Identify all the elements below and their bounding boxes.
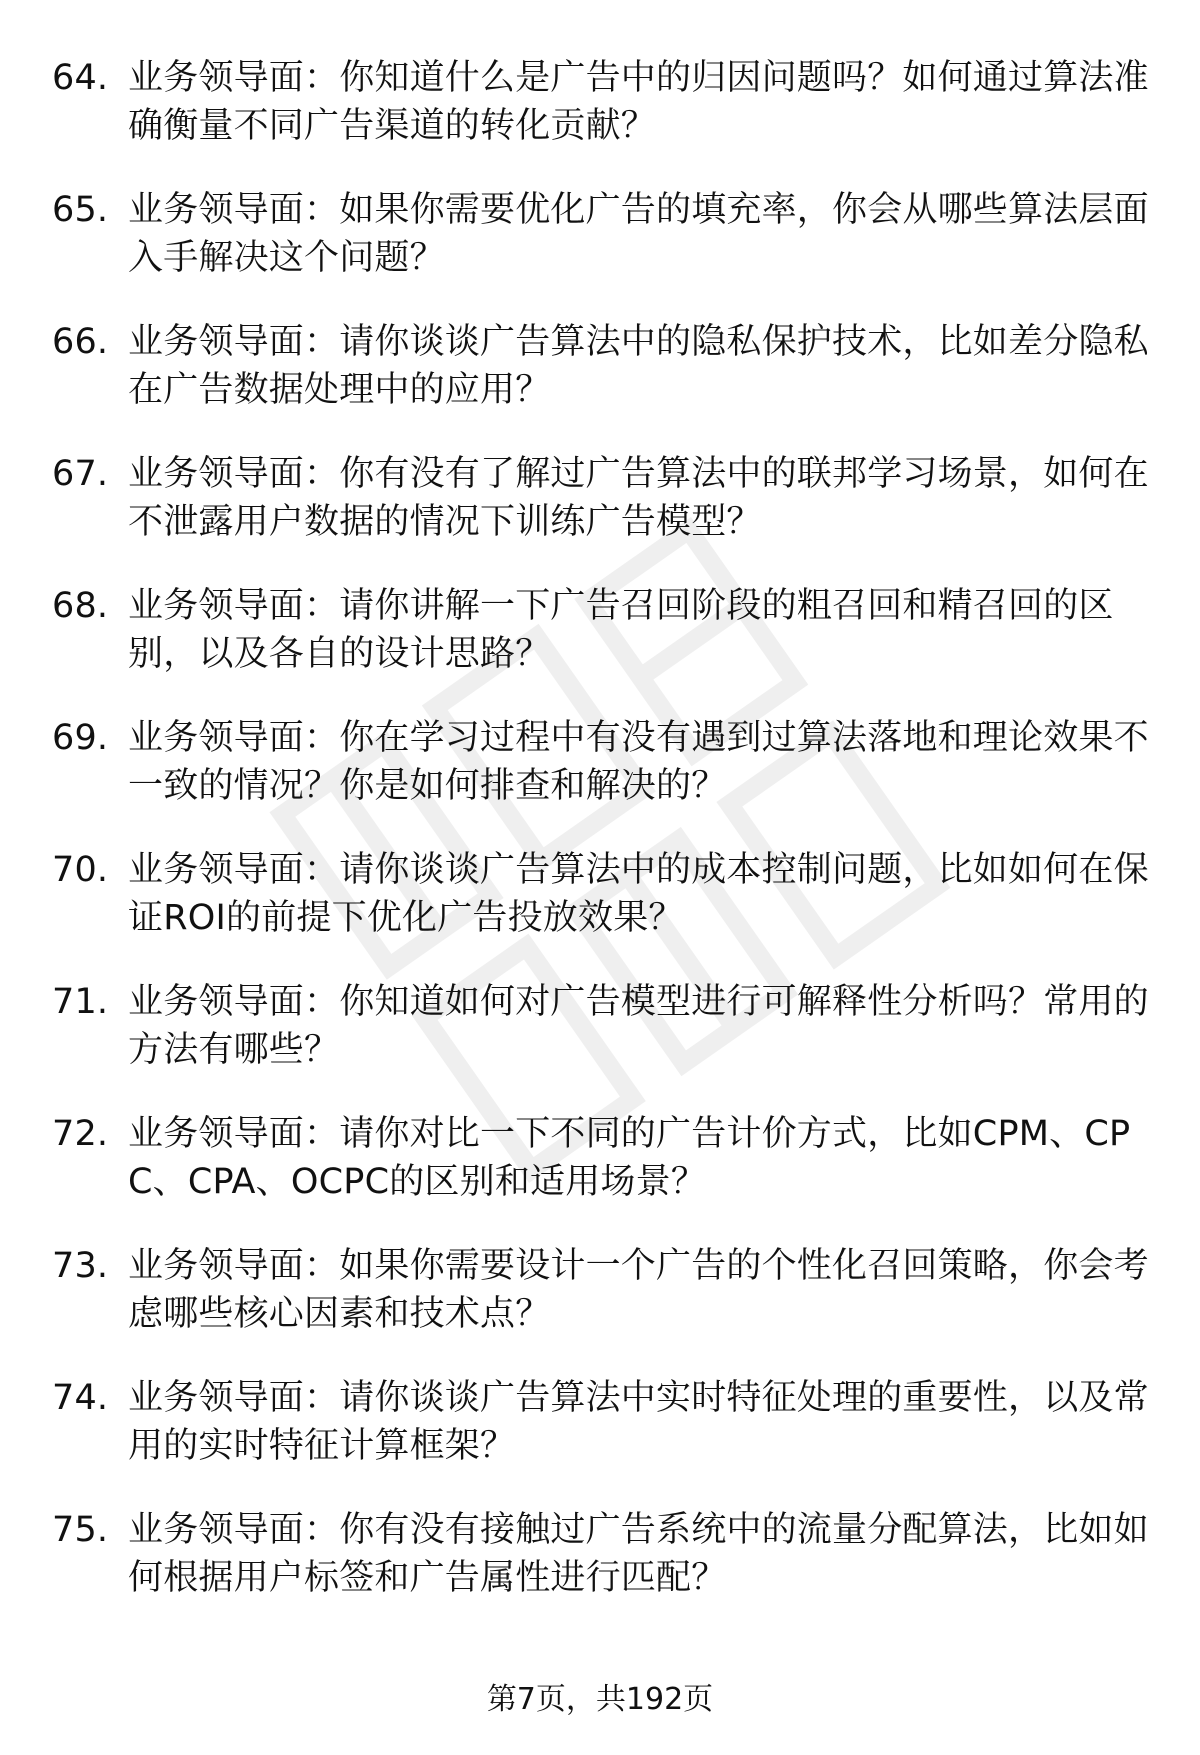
list-item [52,846,1162,978]
question-text: 业务领导面：请你谈谈广告算法中的成本控制问题，比如如何在保证ROI的前提下优化广告投放效果？ [128,850,1149,938]
question-number: 73. [52,1246,109,1286]
question-number: 64. [52,58,109,98]
question-text: 业务领导面：你知道如何对广告模型进行可解释性分析吗？常用的方法有哪些？ [128,982,1149,1070]
question-text: 业务领导面：如果你需要设计一个广告的个性化召回策略，你会考虑哪些核心因素和技术点？ [128,1246,1149,1334]
list-item [52,714,1162,846]
question-text: 业务领导面：请你谈谈广告算法中的隐私保护技术，比如差分隐私在广告数据处理中的应用？ [128,322,1149,410]
list-item [52,1242,1162,1374]
question-text: 业务领导面：你在学习过程中有没有遇到过算法落地和理论效果不一致的情况？你是如何排查和解决的？ [128,718,1149,806]
question-text: 业务领导面：你有没有接触过广告系统中的流量分配算法，比如如何根据用户标签和广告属性进行匹配？ [128,1510,1149,1598]
list-item [52,318,1162,450]
question-number: 69. [52,718,109,758]
list-item [52,54,1162,186]
question-number: 75. [52,1510,109,1550]
question-text: 业务领导面：请你谈谈广告算法中实时特征处理的重要性，以及常用的实时特征计算框架？ [128,1378,1149,1466]
list-item [52,186,1162,318]
question-number: 67. [52,454,109,494]
question-text: 业务领导面：如果你需要优化广告的填充率，你会从哪些算法层面入手解决这个问题？ [128,190,1149,278]
list-item [52,450,1162,582]
question-number: 72. [52,1114,109,1154]
question-number: 74. [52,1378,109,1418]
question-number: 68. [52,586,109,626]
question-list [52,54,1162,1638]
question-text: 业务领导面：你知道什么是广告中的归因问题吗？如何通过算法准确衡量不同广告渠道的转化贡献？ [128,58,1149,146]
page-number-label: 第7页，共192页 [486,1682,714,1717]
list-item [52,582,1162,714]
question-text: 业务领导面：请你讲解一下广告召回阶段的粗召回和精召回的区别，以及各自的设计思路？ [128,586,1114,674]
question-number: 66. [52,322,109,362]
page-footer [0,1680,1200,1720]
question-number: 70. [52,850,109,890]
list-item [52,1110,1162,1242]
question-text: 业务领导面：你有没有了解过广告算法中的联邦学习场景，如何在不泄露用户数据的情况下训练广告模型？ [128,454,1149,542]
list-item [52,1506,1162,1638]
list-item [52,1374,1162,1506]
question-number: 65. [52,190,109,230]
list-item [52,978,1162,1110]
question-text: 业务领导面：请你对比一下不同的广告计价方式，比如CPM、CPC、CPA、OCPC的区别和适用场景？ [128,1114,1131,1202]
question-number: 71. [52,982,109,1022]
